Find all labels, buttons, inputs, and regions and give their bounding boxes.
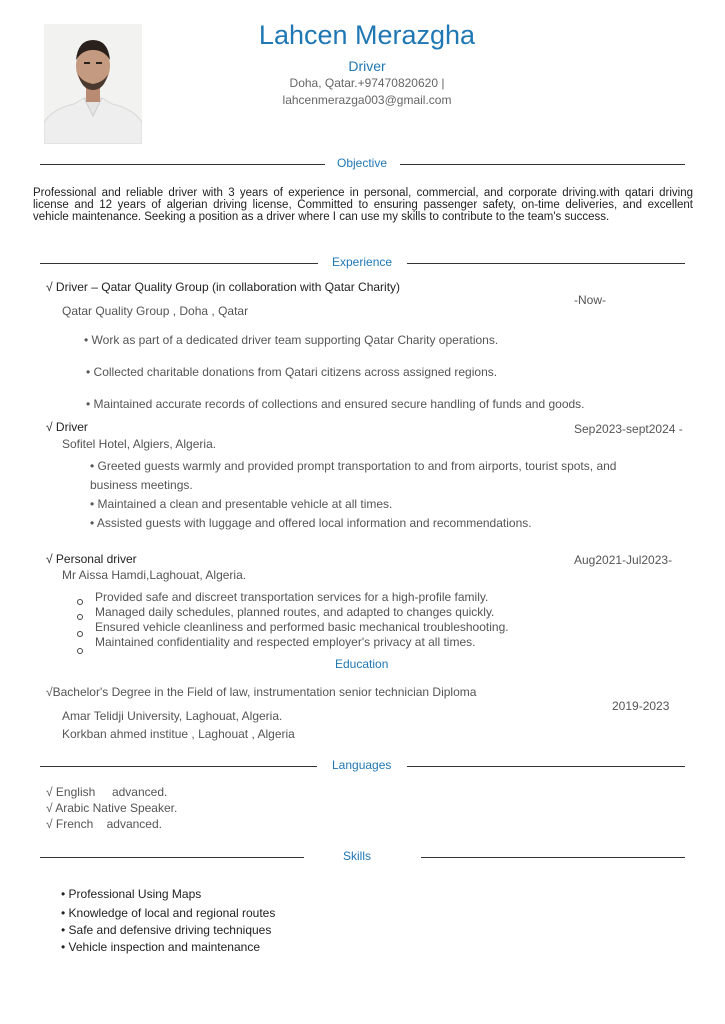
job-title: √ Personal driver [46,552,137,566]
divider [421,857,685,858]
job-bullet: • Work as part of a dedicated driver team supporting Qatar Charity operations. [84,333,499,347]
divider [407,263,685,264]
divider [40,164,325,165]
skill-item: • Knowledge of local and regional routes [61,906,276,920]
job-bullet: Provided safe and discreet transportation services for a high-profile family. [95,590,489,604]
contact-email: lahcenmerazga003@gmail.com [282,93,452,107]
language-item: √ French advanced. [46,817,162,831]
circle-bullet-icon [77,607,83,625]
circle-bullet-icon [77,641,83,659]
objective-text: Professional and reliable driver with 3 years of experience in personal, commercial, and corporate driving.with qatari driving license and 12 years of algerian driving license, Committed to ensuring passenger safety, on-time deliveries, and excellent vehicle maintenance. Seeking a position as a driver where I can use my skills to contribute to the team's success. [33,187,693,223]
section-title-education: Education [335,657,389,671]
job-org: Mr Aissa Hamdi,Laghouat, Algeria. [62,568,247,582]
divider [40,263,318,264]
job-bullet: • Maintained a clean and presentable vehicle at all times. [90,497,393,511]
job-bullet: • Collected charitable donations from Qatari citizens across assigned regions. [86,365,498,379]
job-bullet: business meetings. [90,478,193,492]
divider [400,164,685,165]
section-title: Experience [332,255,393,269]
candidate-name: Lahcen Merazgha [258,20,476,50]
section-header-skills [40,848,685,866]
circle-bullet-icon [77,624,83,642]
job-title: Driver [348,58,386,74]
education-date: 2019-2023 [612,699,670,713]
divider [40,766,317,767]
section-header-objective [40,155,685,173]
profile-photo [44,24,142,144]
job-org: Sofitel Hotel, Algiers, Algeria. [62,437,217,451]
divider [407,766,685,767]
skill-item: • Safe and defensive driving techniques [61,923,272,937]
job-bullet: Maintained confidentiality and respected employer's privacy at all times. [95,635,476,649]
job-date: Sep2023-sept2024 - [574,422,683,436]
language-item: √ English advanced. [46,785,168,799]
skill-item: • Vehicle inspection and maintenance [61,940,261,954]
job-bullet: • Maintained accurate records of collections and ensured secure handling of funds and goods. [86,397,585,411]
language-item: √ Arabic Native Speaker. [46,801,178,815]
divider [40,857,304,858]
contact-info [200,75,534,109]
job-bullet: • Greeted guests warmly and provided prompt transportation to and from airports, tourist spots, and [90,459,617,473]
job-org: Qatar Quality Group , Doha , Qatar [62,304,249,318]
job-date: Aug2021-Jul2023- [574,553,673,567]
job-title: √ Driver [46,420,88,434]
contact-phone: Doha, Qatar.+97470820620 | [289,76,445,90]
job-bullet: Ensured vehicle cleanliness and performed basic mechanical troubleshooting. [95,620,509,634]
education-degree: √Bachelor's Degree in the Field of law, instrumentation senior technician Diploma [46,685,477,699]
education-school: Korkban ahmed institue , Laghouat , Algeria [62,727,295,741]
job-title: √ Driver – Qatar Quality Group (in collaboration with Qatar Charity) [46,280,401,294]
education-school: Amar Telidji University, Laghouat, Algeria. [62,709,283,723]
job-bullet: Managed daily schedules, planned routes, and adapted to changes quickly. [95,605,495,619]
job-bullet: • Assisted guests with luggage and offered local information and recommendations. [90,516,532,530]
person-photo-icon [44,24,142,144]
section-title: Objective [337,156,388,170]
job-date: -Now- [574,293,606,307]
section-header-experience [40,254,685,272]
section-title: Skills [343,849,372,863]
section-header-languages [40,757,685,775]
skill-item: • Professional Using Maps [61,887,202,901]
section-title: Languages [332,758,392,772]
